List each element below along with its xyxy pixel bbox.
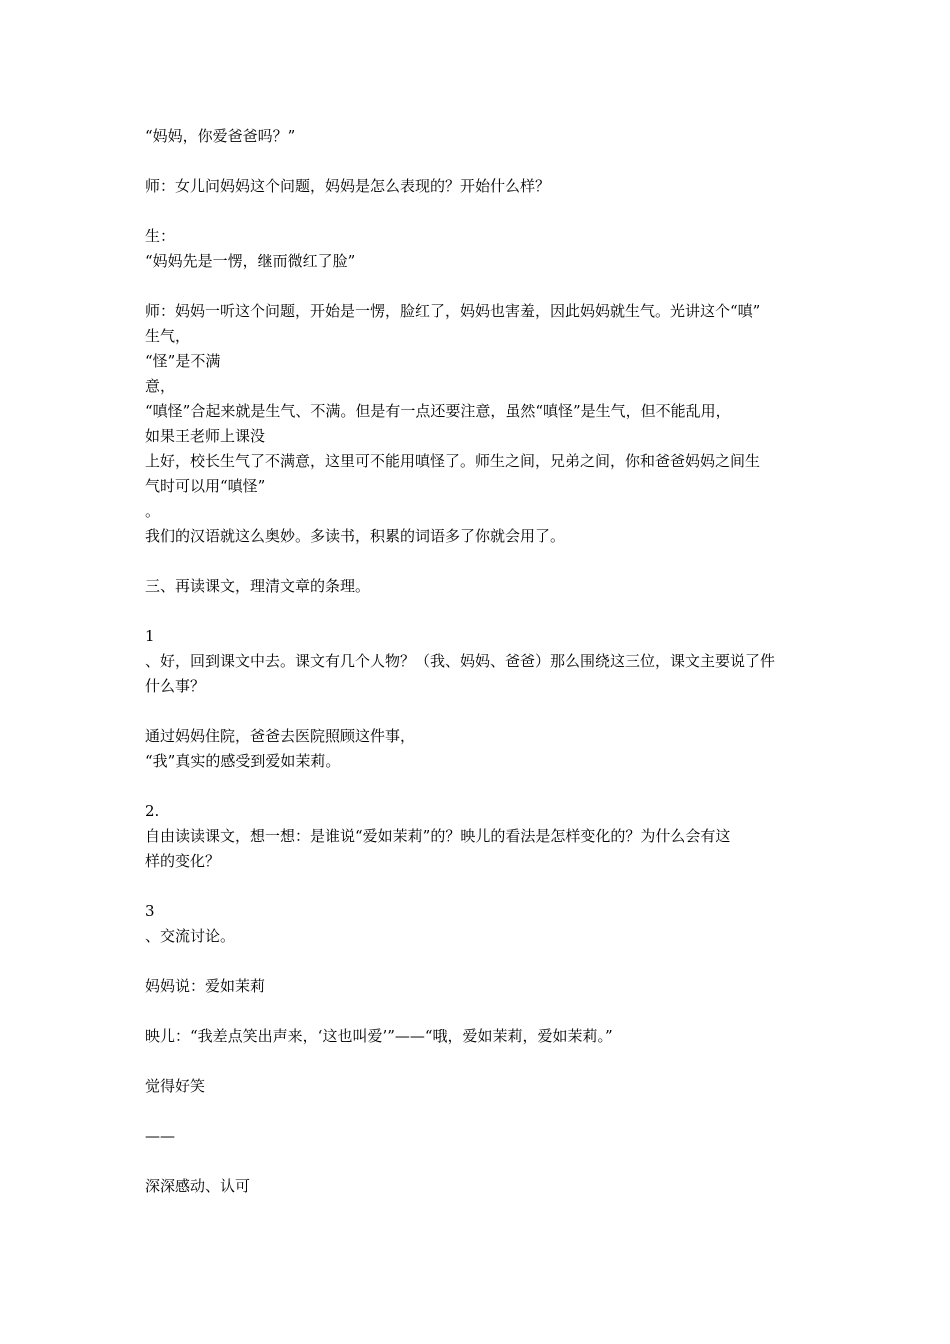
text-line: 生： [145, 227, 176, 245]
text-line: “妈妈先是一愣，继而微红了脸” [145, 252, 356, 270]
text-line: —— [145, 1127, 175, 1145]
text-line: 。 [145, 502, 161, 520]
text-line: 通过妈妈住院，爸爸去医院照顾这件事， [145, 727, 416, 745]
text-line: 深深感动、认可 [145, 1177, 251, 1195]
text-line: “怪”是不满 [145, 352, 221, 370]
text-line: 意， [145, 377, 176, 395]
text-line: 师：妈妈一听这个问题，开始是一愣，脸红了，妈妈也害羞，因此妈妈就生气。光讲这个“嗔” [145, 302, 761, 320]
text-line: “妈妈，你爱爸爸吗？” [145, 127, 296, 145]
text-line: 如果王老师上课没 [145, 427, 266, 445]
text-line: 师：女儿问妈妈这个问题，妈妈是怎么表现的？开始什么样？ [145, 177, 551, 195]
text-line: 生气， [145, 327, 191, 345]
text-line: “嗔怪”合起来就是生气、不满。但是有一点还要注意，虽然“嗔怪”是生气，但不能乱用， [145, 402, 731, 420]
text-line: “我”真实的感受到爱如茉莉。 [145, 752, 341, 770]
text-line: 样的变化？ [145, 852, 221, 870]
text-line: 、交流讨论。 [145, 927, 236, 945]
text-line: 我们的汉语就这么奥妙。多读书，积累的词语多了你就会用了。 [145, 527, 566, 545]
section-heading: 三、再读课文，理清文章的条理。 [145, 577, 371, 595]
text-line: 什么事？ [145, 677, 206, 695]
text-line: 2. [145, 802, 160, 820]
text-line: 自由读读课文，想一想：是谁说“爱如茉莉”的？映儿的看法是怎样变化的？为什么会有这 [145, 827, 731, 845]
text-line: 1 [145, 627, 155, 645]
text-line: 妈妈说：爱如茉莉 [145, 977, 266, 995]
text-line: 3 [145, 902, 155, 920]
text-line: 上好，校长生气了不满意，这里可不能用嗔怪了。师生之间，兄弟之间，你和爸爸妈妈之间生 [145, 452, 761, 470]
text-line: 映儿：“我差点笑出声来，‘这也叫爱’”——“哦，爱如茉莉，爱如茉莉。” [145, 1027, 613, 1045]
text-line: 、好，回到课文中去。课文有几个人物？（我、妈妈、爸爸）那么围绕这三位，课文主要说了件 [145, 652, 776, 670]
text-line: 气时可以用“嗔怪” [145, 477, 266, 495]
text-line: 觉得好笑 [145, 1077, 206, 1095]
